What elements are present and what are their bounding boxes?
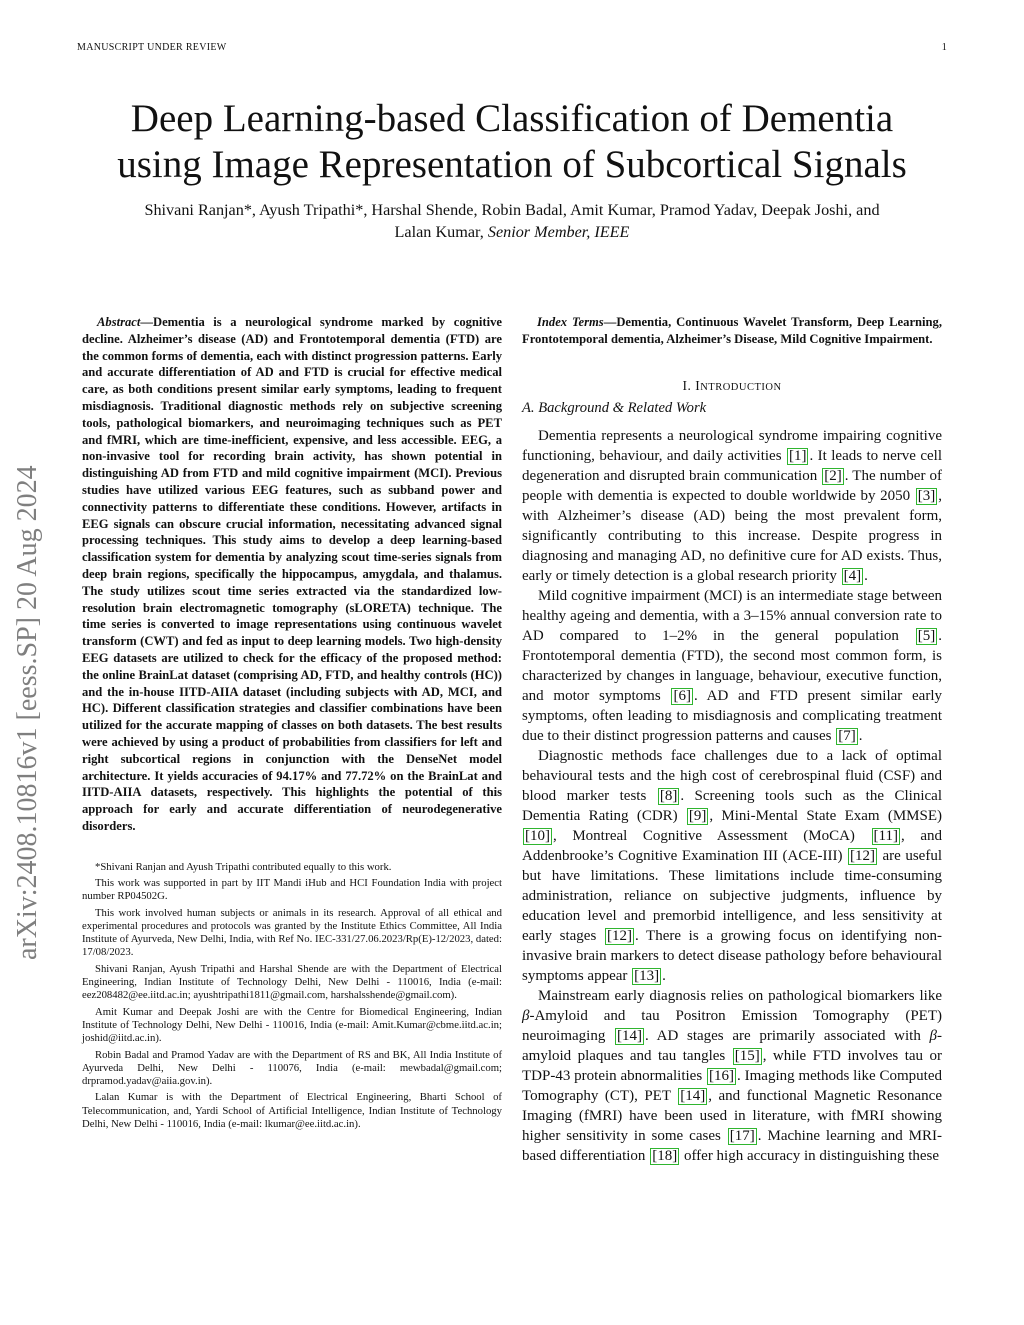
citation-link[interactable]: [15] xyxy=(734,1047,760,1064)
beta-symbol: β xyxy=(522,1007,530,1024)
footnote: Robin Badal and Pramod Yadav are with the Department of RS and BK, All India Institute of Ayurveda Delhi, New Delhi - 110076, India (e-mail: mewbadal@gmail.com; drpramod.yadav@aiia.gov.in). xyxy=(82,1048,502,1088)
citation-link[interactable]: [10] xyxy=(525,827,550,844)
author-list xyxy=(60,199,964,243)
paper-title xyxy=(60,96,964,188)
footnote: Shivani Ranjan, Ayush Tripathi and Harshal Shende are with the Department of Electrical Engineering, Indian Institute of Technology Delhi, New Delhi - 110016, India (e-mail: eez208482@ee.iitd.ac.in; ayushtripathi1811@gmail.com, harshalsshende@gmail.com). xyxy=(82,962,502,1002)
footnote: Lalan Kumar is with the Department of Electrical Engineering, Bharti School of Telecommunication, and, Yardi School of Artificial Intelligence, Indian Institute of Technology Delhi, New Delhi - 110016, India (e-mail: lkumar@ee.iitd.ac.in). xyxy=(82,1091,502,1131)
citation-link[interactable]: [9] xyxy=(688,807,707,824)
citation-link[interactable]: [12] xyxy=(850,847,875,864)
running-header xyxy=(77,42,947,53)
body-paragraph: Dementia represents a neurological syndrome impairing cognitive functioning, behaviour, and daily activities [1] . It leads to nerve cell degeneration and disrupted brain communication [2] . The number of people with dementia is expected to double worldwide by 2050 [3] , with Alzheimer’s disease (AD) being the most prevalent form, significantly contributing to this increase. Despite progress in diagnosing and managing AD, no definitive cure for AD exists. Thus, early or timely detection is a global research priority [4] . xyxy=(522,427,942,584)
citation-link[interactable]: [18] xyxy=(652,1147,678,1164)
abstract-text: —Dementia is a neurological syndrome marked by cognitive decline. Alzheimer’s disease (AD) and Frontotemporal dementia (FTD) are the common forms of dementia, each with distinct progression patterns. Early and accurate differentiation of AD and FTD is crucial for effective medical care, as both conditions present similar early symptoms, leading to frequent misdiagnosis. Traditional diagnostic methods rely on subjective screening tools, pathological biomarkers, and neuroimaging techniques such as PET and fMRI, which are time-inefficient, expensive, and less accessible. EEG, a non-invasive tool for recording brain activity, has shown potential in distinguishing AD from FTD and mild cognitive impairment (MCI). Previous studies have utilized various EEG features, such as subband power and connectivity patterns to differentiate these conditions. However, artifacts in EEG signals can obscure crucial information, necessitating advanced signal processing techniques. This study aims to develop a deep learning-based classification system for dementia by analyzing scout time-series signals from deep brain regions, specifically the hippocampus, amygdala, and thalamus. The study utilizes scout time series extracted via the standardized low-resolution brain electromagnetic tomography (sLORETA) technique. The time series is converted to image representations using continuous wavelet transform (CWT) and fed as input to deep learning models. Two high-density EEG datasets are utilized to check for the efficacy of the proposed method: the online BrainLat dataset (comprising AD, FTD, and healthy controls (HC)) and the in-house IITD-AIIA dataset (including subjects with AD, MCI, and HC). Different classification strategies and classifier combinations have been utilized for the accurate mapping of classes on both datasets. The best results were achieved by using a product of probabilities from classifiers for left and right subcortical regions in conjunction with the DenseNet model architecture. It yields accuracies of 94.17% and 77.72% on the BrainLat and IITD-AIIA datasets, respectively. This highlights the potential of this approach for early and accurate differentiation of neurodegenerative disorders. xyxy=(82,315,502,833)
abstract xyxy=(82,314,502,835)
title-line-1: Deep Learning-based Classification of Dementia xyxy=(130,97,894,140)
abstract-label: Abstract xyxy=(97,315,141,329)
introduction-body xyxy=(522,426,942,1166)
citation-link[interactable]: [16] xyxy=(709,1067,735,1084)
right-column xyxy=(522,314,942,1166)
section-title-rest: NTRODUCTION xyxy=(700,381,782,393)
body-paragraph: Mainstream early diagnosis relies on pathological biomarkers like β-Amyloid and tau Positron Emission Tomography (PET) neuroimaging [14] . AD stages are primarily associated with β-amyloid plaques and tau tangles [15] , while FTD involves tau or TDP-43 protein abnormalities [16] . Imaging methods like Computed Tomography (CT), PET [14] , and functional Magnetic Resonance Imaging (fMRI) have been used in literature, with fMRI showing higher sensitivity in some cases [17] . Machine learning and MRI-based differentiation [18] offer high accuracy in distinguishing these xyxy=(522,987,943,1164)
index-terms xyxy=(522,314,942,348)
authors-line-2-name: Lalan Kumar, xyxy=(394,223,484,241)
beta-symbol: β xyxy=(929,1027,937,1044)
arxiv-identifier: arXiv:2408.10816v1 [eess.SP] 20 Aug 2024 xyxy=(12,465,43,960)
authors-line-1: Shivani Ranjan*, Ayush Tripathi*, Harshal Shende, Robin Badal, Amit Kumar, Pramod Yadav, Deepak Joshi, and xyxy=(144,201,880,219)
section-heading-introduction xyxy=(522,378,942,394)
citation-link[interactable]: [14] xyxy=(617,1027,643,1044)
body-paragraph: Mild cognitive impairment (MCI) is an intermediate stage between healthy ageing and dementia, with a 3–15% annual conversion rate to AD compared to 1–2% in the general population [5] . Frontotemporal dementia (FTD), the second most common form, is characterized by changes in language, behaviour, executive function, and motor symptoms [6] . AD and FTD present similar early symptoms, often leading to misdiagnosis and complicating treatment due to their distinct progression patterns and causes [7] . xyxy=(522,587,942,744)
index-terms-text: —Dementia, Continuous Wavelet Transform, Deep Learning, Frontotemporal dementia, Alzheimer’s Disease, Mild Cognitive Impairment. xyxy=(522,315,942,346)
citation-link[interactable]: [17] xyxy=(729,1127,755,1144)
citation-link[interactable]: [14] xyxy=(680,1087,706,1104)
citation-link[interactable]: [7] xyxy=(838,727,856,744)
body-paragraph: Diagnostic methods face challenges due to a lack of optimal behavioural tests and the high cost of cerebrospinal fluid (CSF) and blood marker tests [8] . Screening tools such as the Clinical Dementia Rating (CDR) [9] , Mini-Mental State Exam (MMSE) [10] , Montreal Cognitive Assessment (MoCA) [11] , and Addenbrooke’s Cognitive Examination III (ACE-III) [12] are useful but have limitations. These limitations include time-consuming administration, reliance on subjective judgments, influence by education level and premorbid intelligence, and less sensitivity at early stages [12] . There is a growing focus on identifying non-invasive brain markers to detect disease pathology before behavioural symptoms appear [13] . xyxy=(522,747,943,984)
citation-link[interactable]: [5] xyxy=(917,627,936,644)
footnote: *Shivani Ranjan and Ayush Tripathi contributed equally to this work. xyxy=(95,860,392,873)
section-numeral: I. xyxy=(682,377,692,393)
title-line-2: using Image Representation of Subcortical Signals xyxy=(117,143,907,186)
citation-link[interactable]: [8] xyxy=(659,787,678,804)
citation-link[interactable]: [1] xyxy=(788,447,807,464)
subsection-heading: A. Background & Related Work xyxy=(522,399,707,416)
citation-link[interactable]: [3] xyxy=(917,487,936,504)
index-terms-label: Index Terms xyxy=(537,315,604,329)
footnote: This work involved human subjects or animals in its research. Approval of all ethical and experimental procedures and protocols was granted by the Institute Ethics Committee, All India Institute of Ayurveda, New Delhi, India, with Ref No. IEC-331/27.06.2023/Rp(E)-12/2023, dated: 17/08/2023. xyxy=(82,906,502,959)
authors-member-grade: Senior Member, IEEE xyxy=(487,223,630,241)
citation-link[interactable]: [13] xyxy=(634,967,660,984)
footnote: Amit Kumar and Deepak Joshi are with the Centre for Biomedical Engineering, Indian Institute of Technology Delhi, New Delhi - 110016, India (e-mail: Amit.Kumar@cbme.iitd.ac.in; joshid@iitd.ac.in). xyxy=(82,1005,502,1045)
citation-link[interactable]: [2] xyxy=(824,467,842,484)
footnote: This work was supported in part by IIT Mandi iHub and HCI Foundation India with project number RP04502G. xyxy=(82,877,502,903)
left-column xyxy=(82,314,502,1134)
footnotes xyxy=(82,861,502,1132)
citation-link[interactable]: [12] xyxy=(606,927,632,944)
citation-link[interactable]: [11] xyxy=(873,827,898,844)
citation-link[interactable]: [4] xyxy=(843,567,862,584)
section-title-first: I xyxy=(695,377,701,393)
running-title: MANUSCRIPT UNDER REVIEW xyxy=(77,42,227,53)
citation-link[interactable]: [6] xyxy=(673,687,691,704)
page-number: 1 xyxy=(941,42,947,53)
